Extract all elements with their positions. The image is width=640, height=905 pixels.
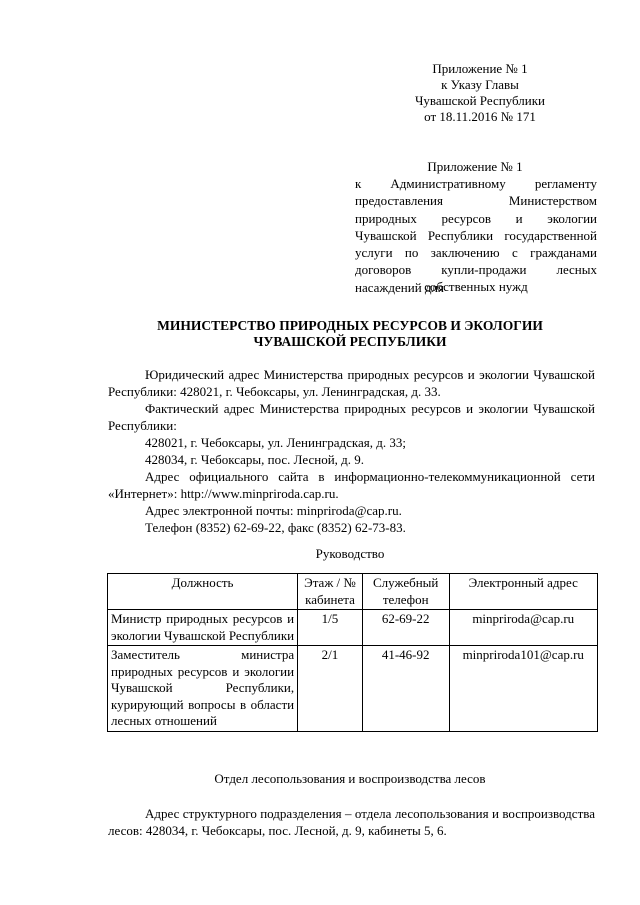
regulation-appendix-tail: собственных нужд [424, 279, 528, 294]
address-line-1: 428021, г. Чебоксары, ул. Ленинградская, д. 33; [145, 435, 406, 450]
department-title: Отдел лесопользования и воспроизводства лесов [214, 771, 486, 786]
table-row [108, 610, 598, 646]
phone-info: Телефон (8352) 62-69-22, факс (8352) 62-73-83. [145, 520, 406, 535]
leadership-caption: Руководство [315, 546, 385, 561]
regulation-appendix-body: к Административному регламенту предоставления Министерством природных ресурсов и экологии Чувашской Республики государственной услуги по заключению с гражданами договоров купли-продажи лесных насаждений для [355, 176, 597, 295]
row-position: Министр природных ресурсов и экологии Чувашской Республики [108, 610, 298, 646]
legal-address: Юридический адрес Министерства природных ресурсов и экологии Чувашской Республики: 428021, г. Чебоксары, ул. Ленинградская, д. 33. [108, 367, 595, 399]
decree-appendix-block [360, 61, 600, 125]
row-floor: 1/5 [298, 610, 363, 646]
table-row [108, 646, 598, 732]
row-phone: 62-69-22 [362, 610, 449, 646]
header-email: Электронный адрес [449, 574, 598, 610]
department-address: Адрес структурного подразделения – отдела лесопользования и воспроизводства лесов: 428034, г. Чебоксары, пос. Лесной, д. 9, кабинеты 5, 6. [108, 806, 595, 838]
decree-date-number: от 18.11.2016 № 171 [424, 109, 536, 124]
address-line-2: 428034, г. Чебоксары, пос. Лесной, д. 9. [145, 452, 365, 467]
header-phone: Служебный телефон [362, 574, 449, 610]
row-floor: 2/1 [298, 646, 363, 732]
header-position: Должность [108, 574, 298, 610]
row-position: Заместитель министра природных ресурсов и экологии Чувашской Республики, курирующий вопросы в области лесных отношений [108, 646, 298, 732]
leadership-table [107, 573, 598, 732]
regulation-appendix-title: Приложение № 1 [427, 159, 523, 174]
decree-republic: Чувашской Республики [414, 93, 546, 108]
ministry-heading [100, 318, 600, 350]
actual-address-label: Фактический адрес Министерства природных ресурсов и экологии Чувашской Республики: [108, 401, 595, 433]
row-phone: 41-46-92 [362, 646, 449, 732]
row-email: minpriroda101@cap.ru [449, 646, 598, 732]
table-header-row [108, 574, 598, 610]
website-info: Адрес официального сайта в информационно-телекоммуникационной сети «Интернет»: http://www.minpriroda.cap.ru. [108, 469, 595, 501]
email-info: Адрес электронной почты: minpriroda@cap.ru. [145, 503, 402, 518]
ministry-heading-line2: ЧУВАШСКОЙ РЕСПУБЛИКИ [253, 334, 447, 349]
header-floor: Этаж / № кабинета [298, 574, 363, 610]
row-email: minpriroda@cap.ru [449, 610, 598, 646]
decree-reference: к Указу Главы [441, 77, 519, 92]
ministry-heading-line1: МИНИСТЕРСТВО ПРИРОДНЫХ РЕСУРСОВ И ЭКОЛОГИИ [157, 318, 543, 333]
decree-appendix-title: Приложение № 1 [432, 61, 528, 76]
